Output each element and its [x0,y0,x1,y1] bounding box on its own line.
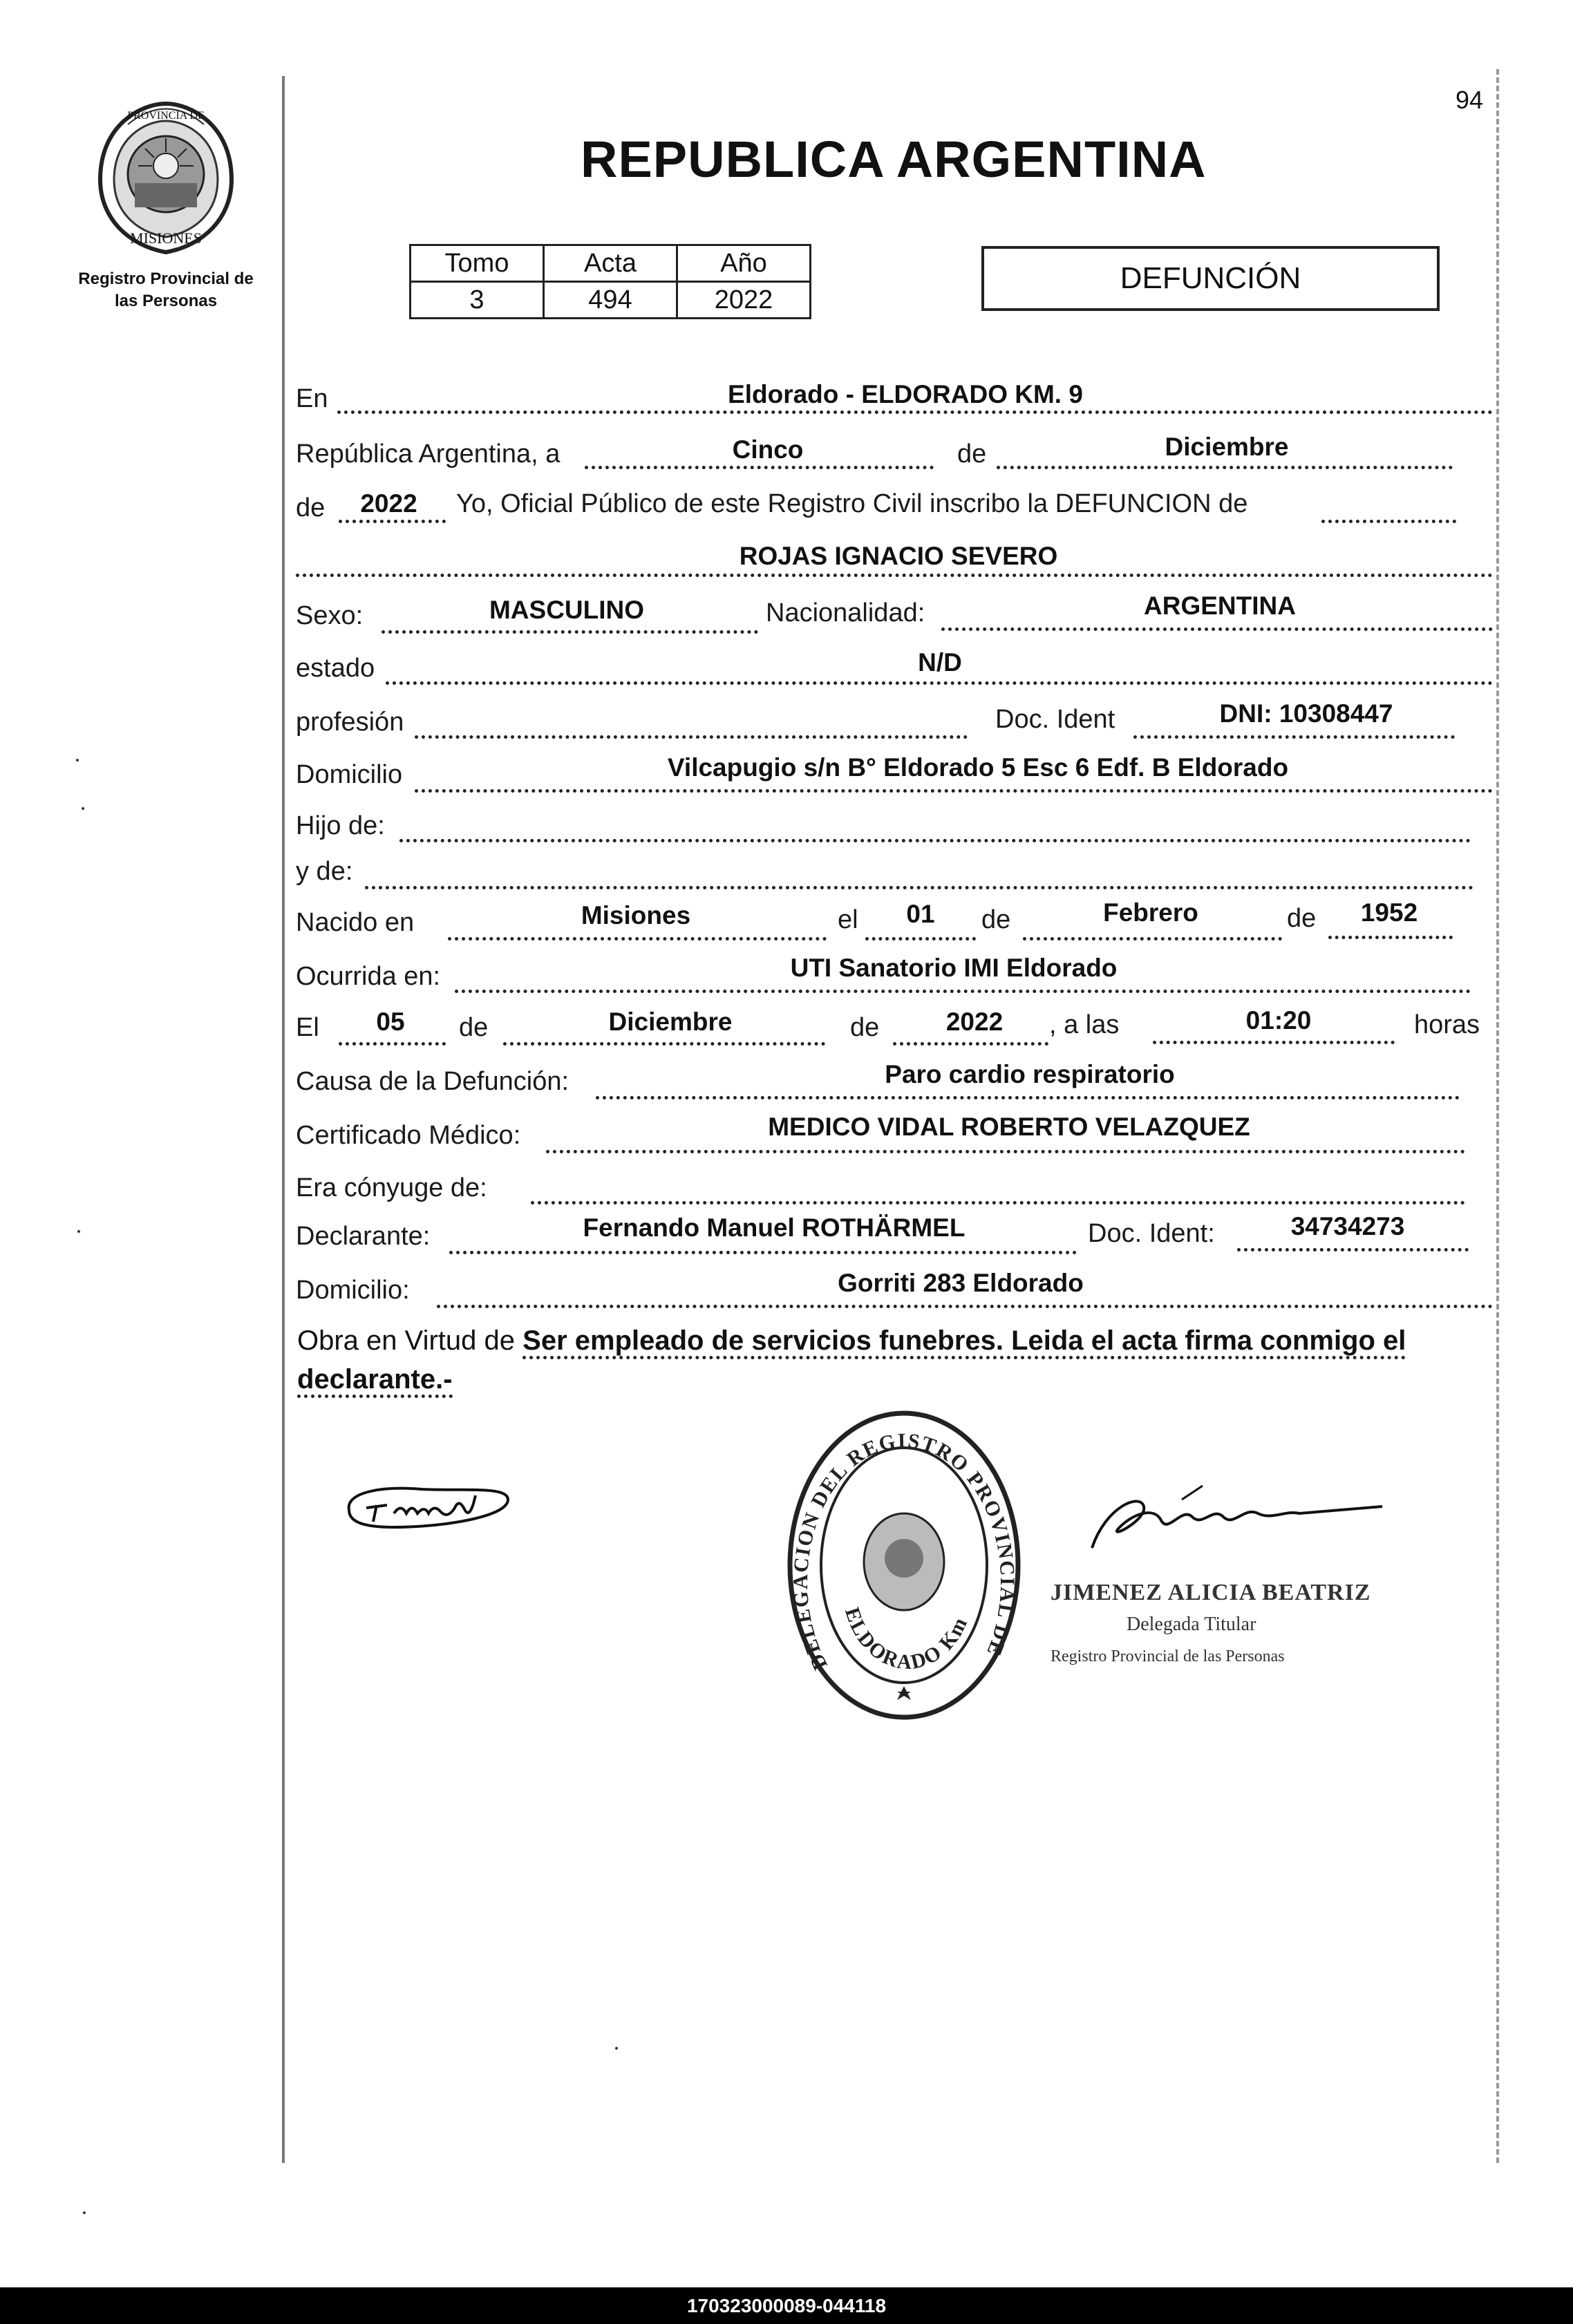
profesion-line [415,735,968,739]
official-stamp [780,1403,1028,1731]
doc-ident-value: DNI: 10308447 [1219,699,1393,728]
name-line [296,574,1493,577]
de-label: de [957,440,987,469]
svg-text:MISIONES: MISIONES [130,229,202,247]
year-line [339,520,446,523]
estado-label: estado [296,654,375,683]
anio-value: 2022 [677,282,811,319]
scan-speck [77,1230,80,1233]
obra-paragraph [297,1321,1493,1399]
anio-header: Año [677,245,811,282]
birth-de-label: de [981,905,1011,934]
domicilio2-label: Domicilio: [296,1276,410,1305]
death-de2-label: de [850,1013,880,1042]
yde-line [365,886,1473,889]
certificado-label: Certificado Médico: [296,1121,521,1150]
en-line [337,410,1493,414]
scan-speck [83,2211,86,2214]
page-number: 94 [1456,86,1484,114]
declarante-signature [339,1472,518,1551]
official-role: Delegada Titular [1127,1614,1256,1635]
tomo-header: Tomo [411,245,544,282]
de-year-label: de [296,493,326,522]
en-value: Eldorado - ELDORADO KM. 9 [728,380,1083,408]
el-label: el [838,905,858,934]
tomo-value: 3 [411,282,544,319]
record-type-box [981,246,1440,311]
deceased-name: ROJAS IGNACIO SEVERO [739,542,1058,570]
horas-label: horas [1414,1010,1480,1039]
sexo-line [382,630,758,634]
stamp-outer-text: DELEGACION DEL REGISTRO PROVINCIAL DE [789,1429,1019,1674]
birth-de2-label: de [1287,904,1317,933]
record-reference-table [409,244,811,319]
republica-label: República Argentina, a [296,440,561,469]
yo-text: Yo, Oficial Público de este Registro Civil inscribo la DEFUNCION de [456,489,1248,518]
domicilio-label: Domicilio [296,760,403,789]
death-day-line [339,1042,446,1046]
obra-label: Obra en Virtud de [297,1325,516,1356]
en-label: En [296,384,328,413]
birth-day: 01 [906,900,935,928]
causa-line [596,1096,1460,1099]
document-title: REPUBLICA ARGENTINA [581,131,1207,188]
birth-month-line [1023,937,1282,941]
causa-value: Paro cardio respiratorio [885,1060,1175,1088]
death-de-label: de [459,1013,489,1042]
official-office: Registro Provincial de las Personas [1051,1647,1285,1665]
left-margin-line [282,76,285,2163]
domicilio2-value: Gorriti 283 Eldorado [838,1269,1084,1297]
svg-text:PROVINCIA DE: PROVINCIA DE [127,110,205,122]
hijo-label: Hijo de: [296,811,385,840]
birth-year: 1952 [1360,898,1418,927]
declarante-line [449,1251,1077,1254]
domicilio-value: Vilcapugio s/n B° Eldorado 5 Esc 6 Edf. B Eldorado [667,753,1289,782]
declarante-label: Declarante: [296,1222,431,1251]
reference-value-row [411,282,811,319]
official-signature [1078,1479,1396,1565]
acta-header: Acta [544,245,677,282]
birth-year-line [1328,936,1453,939]
el2-label: El [296,1013,319,1042]
domicilio2-line [437,1305,1493,1308]
profesion-label: profesión [296,708,404,737]
death-month-line [503,1042,825,1046]
day-line [585,466,934,469]
doc-ident-line [1133,735,1455,739]
decl-doc-label: Doc. Ident: [1088,1219,1215,1248]
official-name-stamp [1051,1577,1410,1672]
record-type: DEFUNCIÓN [1120,261,1301,295]
month-line [997,466,1453,469]
scan-speck [615,2047,618,2050]
decl-doc-value: 34734273 [1290,1212,1405,1240]
nacionalidad-line [941,627,1493,631]
estado-value: N/D [918,648,962,677]
yde-label: y de: [296,857,353,886]
registry-line-1: Registro Provincial de [78,270,254,288]
birth-day-line [865,937,976,941]
doc-ident-label: Doc. Ident [995,705,1115,734]
right-margin-line [1496,69,1499,2163]
nacido-label: Nacido en [296,908,415,937]
conyuge-label: Era cónyuge de: [296,1173,487,1202]
footer-barcode-text: 170323000089-044118 [0,2287,1573,2324]
registry-line-2: las Personas [114,292,218,310]
sexo-value: MASCULINO [489,596,645,624]
estado-line [386,681,1493,685]
reference-header-row [411,245,811,282]
sexo-label: Sexo: [296,601,364,630]
yo-line [1321,520,1456,523]
nacido-line [448,937,827,941]
acta-value: 494 [544,282,677,319]
month-value: Diciembre [1165,433,1289,461]
alas-label: , a las [1049,1010,1120,1039]
certificado-line [546,1150,1465,1153]
province-seal-logo [86,97,245,263]
registry-name [62,268,270,312]
death-year: 2022 [945,1008,1004,1036]
ocurrida-value: UTI Sanatorio IMI Eldorado [790,954,1118,982]
year-value: 2022 [360,489,417,518]
domicilio-line [415,789,1493,793]
day-words: Cinco [732,435,804,464]
causa-label: Causa de la Defunción: [296,1067,569,1096]
stamp-inner-text: ELDORADO Km [840,1604,972,1674]
nacido-value: Misiones [581,901,691,929]
death-year-line [893,1042,1048,1046]
birth-month: Febrero [1103,898,1198,927]
nacionalidad-value: ARGENTINA [1144,592,1296,620]
declarante-value: Fernando Manuel ROTHÄRMEL [583,1213,966,1242]
scan-speck [82,807,84,810]
scan-speck [76,759,79,762]
decl-doc-line [1237,1248,1469,1251]
nacionalidad-label: Nacionalidad: [766,598,925,627]
hijo-line [399,839,1471,842]
death-time: 01:20 [1245,1006,1312,1035]
obra-text: Ser empleado de servicios funebres. Leida el acta firma conmigo el declarante.- [297,1325,1406,1398]
death-month: Diciembre [608,1008,733,1036]
death-time-line [1153,1041,1395,1044]
ocurrida-line [455,990,1471,993]
certificado-value: MEDICO VIDAL ROBERTO VELAZQUEZ [768,1113,1250,1141]
ocurrida-label: Ocurrida en: [296,962,441,991]
death-day: 05 [376,1008,405,1036]
conyuge-line [531,1201,1465,1204]
official-name: JIMENEZ ALICIA BEATRIZ [1051,1580,1371,1605]
